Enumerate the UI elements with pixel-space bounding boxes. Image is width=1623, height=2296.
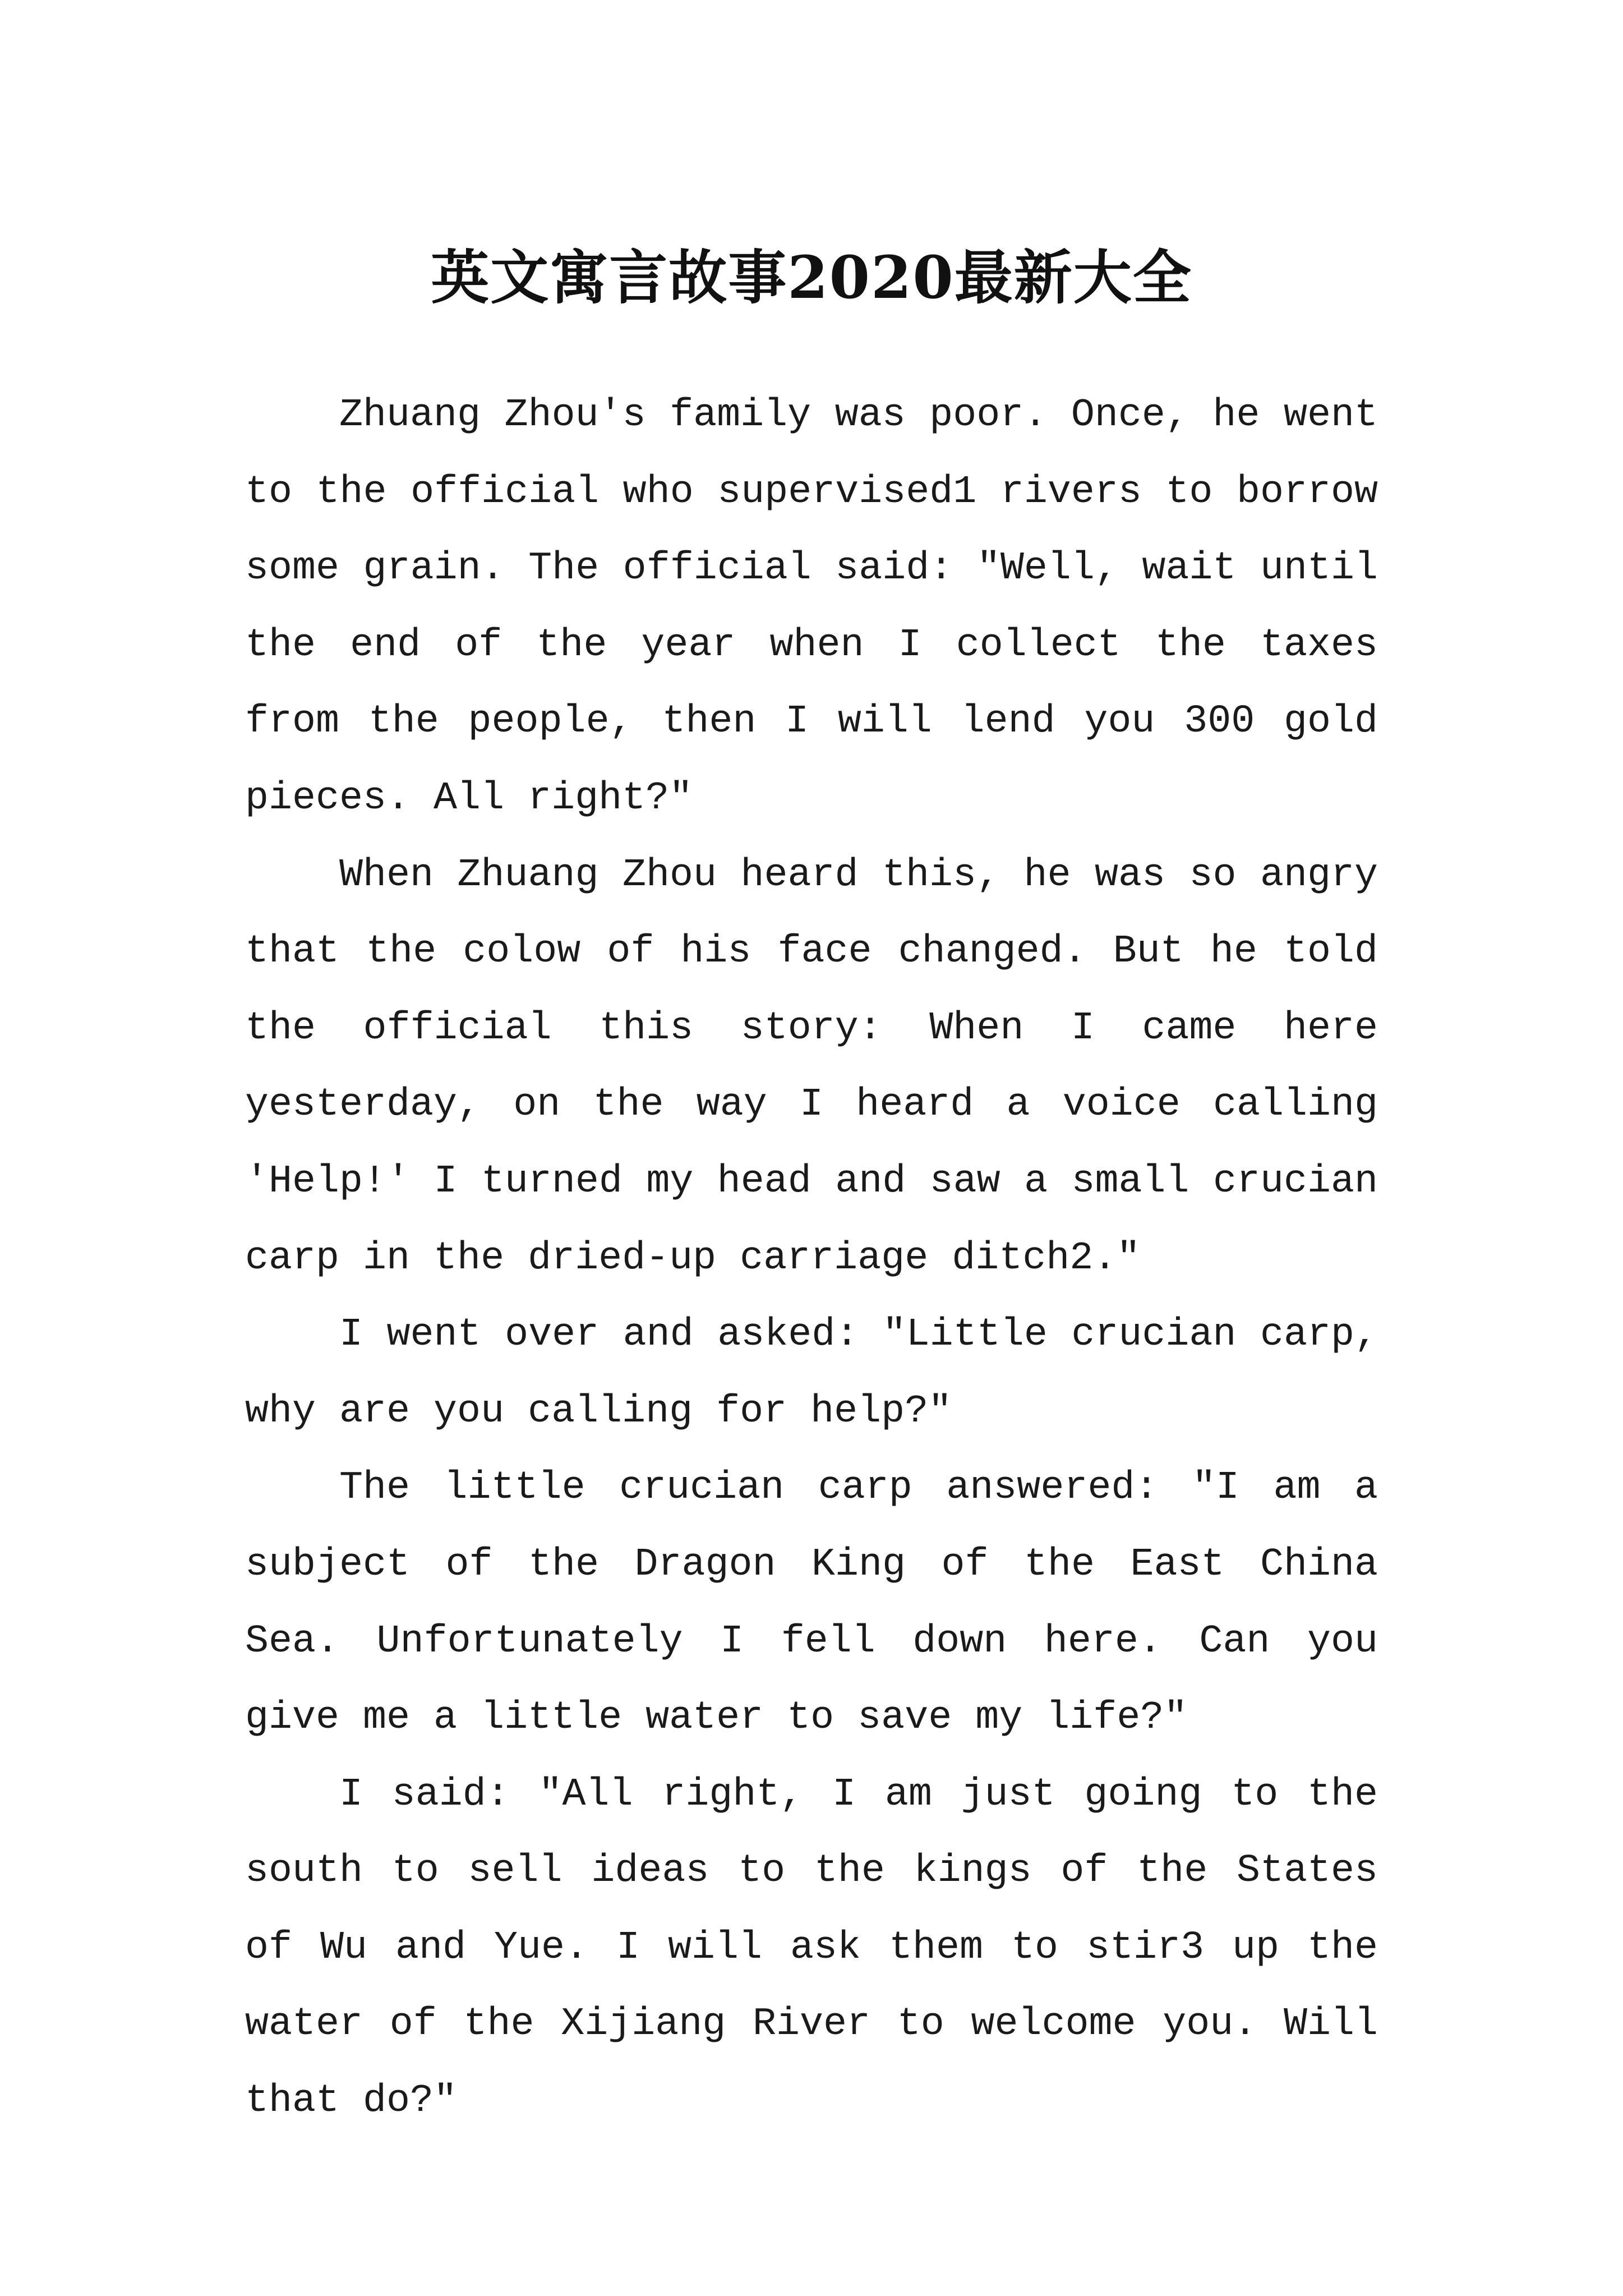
paragraph: When Zhuang Zhou heard this, he was so angry that the colow of his face changed. But he told the official this story: When I came here yesterday, on the way I heard a voice calling 'Help!' I turned my head and saw a small crucian carp in the dried-up carriage ditch2."	[245, 853, 1378, 1281]
document-title: 英文寓言故事2020最新大全	[431, 242, 1192, 312]
paragraph: The little crucian carp answered: "I am a subject of the Dragon King of the East China Sea. Unfortunately I fell down here. Can you give me a little water to save my life?"	[245, 1466, 1378, 1741]
paragraph: I went over and asked: "Little crucian carp, why are you calling for help?"	[245, 1313, 1378, 1434]
paragraph: I said: "All right, I am just going to the south to sell ideas to the kings of the States of Wu and Yue. I will ask them to stir3 up the water of the Xijiang River to welcome you. Will that do?"	[245, 1772, 1378, 2124]
document-body	[245, 378, 1378, 2140]
paragraph: Zhuang Zhou's family was poor. Once, he went to the official who supervised1 rivers to borrow some grain. The official said: "Well, wait until the end of the year when I collect the taxes from the people, then I will lend you 300 gold pieces. All right?"	[245, 393, 1378, 821]
